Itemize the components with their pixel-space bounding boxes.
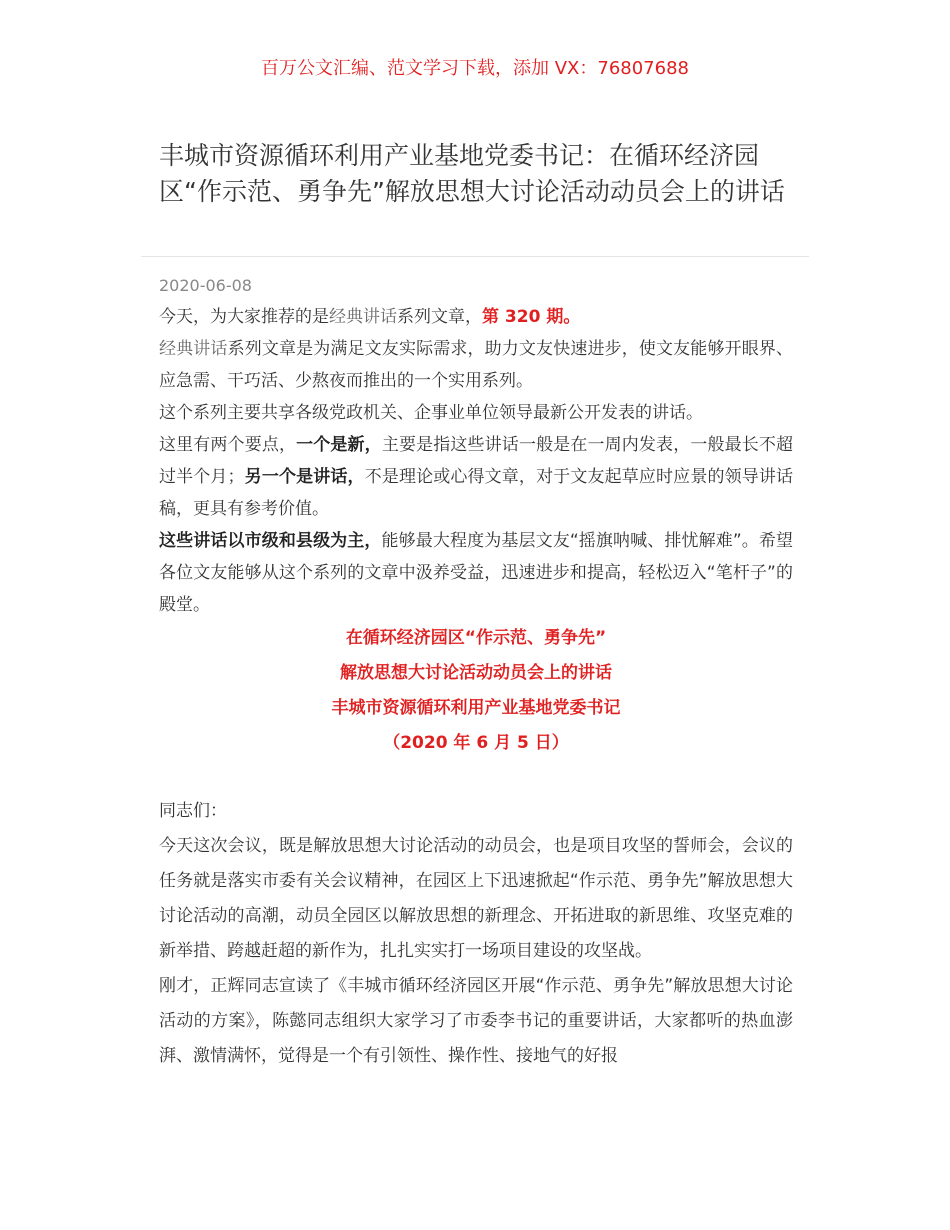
intro-section: [159, 301, 793, 621]
promo-banner: 百万公文汇编、范文学习下载，添加 VX：76807688: [261, 58, 689, 79]
intro-paragraph-3: 这个系列主要共享各级党政机关、企事业单位领导最新公开发表的讲话。: [159, 403, 703, 423]
speech-title-line-2: 解放思想大讨论活动动员会上的讲话: [340, 663, 612, 683]
speech-paragraph-2: 刚才，正辉同志宣读了《丰城市循环经济园区开展“作示范、勇争先”解放思想大讨论活动的方案》，陈懿同志组织大家学习了市委李书记的重要讲话，大家都听的热血澎湃、激情满怀，觉得是一个有引领性、操作性、接地气的好报: [159, 976, 793, 1066]
series-name: 经典讲话: [159, 339, 228, 359]
emphasis-level: 这些讲话以市级和县级为主，: [159, 531, 382, 551]
intro-paragraph-2: [159, 333, 793, 397]
series-name: 经典讲话: [329, 307, 397, 327]
speech-body: [159, 794, 793, 1074]
intro-text: 系列文章是为满足文友实际需求，助力文友快速进步，使文友能够开眼界、应急需、干巧活、少熬夜而推出的一个实用系列。: [159, 339, 794, 391]
speaker-line: 丰城市资源循环利用产业基地党委书记: [331, 698, 621, 718]
speech-date: （2020 年 6 月 5 日）: [383, 733, 569, 753]
intro-paragraph-1: [159, 301, 793, 333]
publish-date: 2020-06-08: [159, 276, 252, 295]
title-divider: [141, 256, 809, 257]
intro-text: 不是理论或心得文章，对于文友起草应时应景的领导讲话稿，更具有参考价值。: [159, 467, 794, 519]
intro-text: 能够最大程度为基层文友“摇旗呐喊、排忧解难”。希望各位文友能够从这个系列的文章中汲养受益，迅速进步和提高，轻松迈入“笔杆子”的殿堂。: [159, 531, 793, 615]
article-title: 丰城市资源循环利用产业基地党委书记：在循环经济园区“作示范、勇争先”解放思想大讨论活动动员会上的讲话: [159, 141, 785, 206]
intro-text: 这里有两个要点，: [159, 435, 297, 455]
intro-text: 今天，为大家推荐的是: [159, 307, 329, 327]
salutation: 同志们：: [159, 801, 227, 821]
speech-title-line-1: 在循环经济园区“作示范、勇争先”: [345, 628, 607, 648]
issue-number: 第 320 期。: [482, 307, 581, 327]
intro-text: 系列文章，: [397, 307, 482, 327]
speech-header: [159, 621, 793, 761]
emphasis-new: 一个是新，: [296, 435, 382, 455]
intro-text: 主要是指这些讲话一般是在一周内发表，一般最长不超过半个月；: [159, 435, 794, 487]
intro-paragraph-4: [159, 429, 793, 525]
intro-paragraph-5: [159, 525, 793, 621]
speech-paragraph-1: 今天这次会议，既是解放思想大讨论活动的动员会，也是项目攻坚的誓师会，会议的任务就是落实市委有关会议精神，在园区上下迅速掀起“作示范、勇争先”解放思想大讨论活动的高潮，动员全园区以解放思想的新理念、开拓进取的新思维、攻坚克难的新举措、跨越赶超的新作为，扎扎实实打一场项目建设的攻坚战。: [159, 836, 793, 961]
emphasis-speech: 另一个是讲话，: [244, 467, 365, 487]
